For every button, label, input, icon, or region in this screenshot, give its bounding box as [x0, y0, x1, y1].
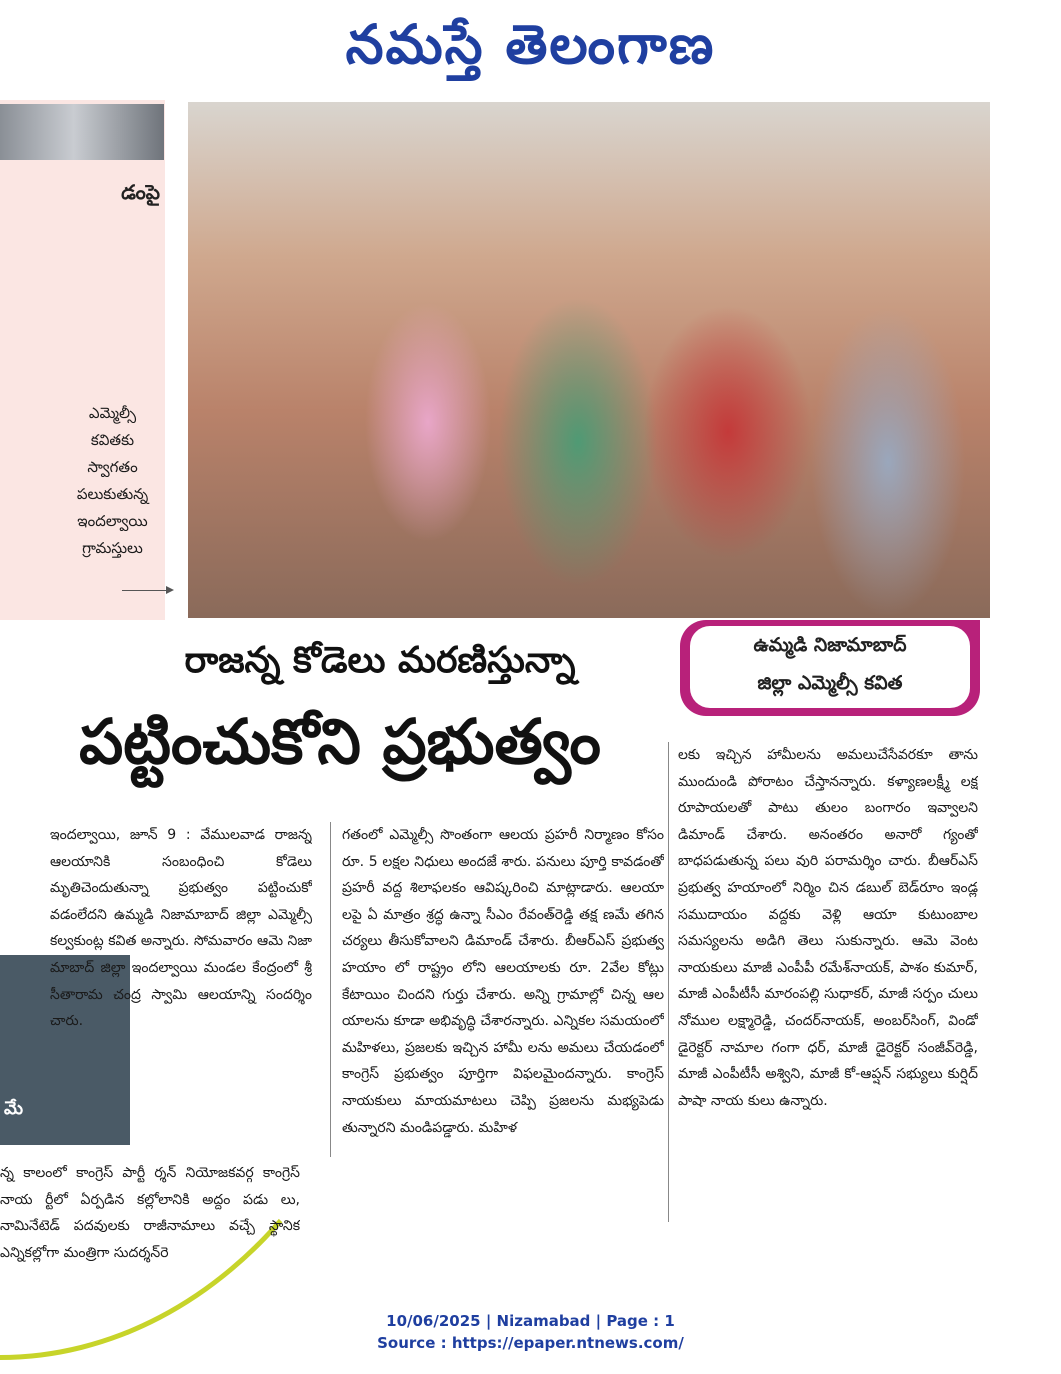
- left-article-photo: [0, 104, 164, 160]
- caption-line: పలుకుతున్న: [76, 485, 149, 503]
- caption-line: గ్రామస్తులు: [82, 539, 143, 557]
- badge-line-2: జిల్లా ఎమ్మెల్సీ కవిత: [757, 672, 903, 694]
- article-column-2: గతంలో ఎమ్మెల్సీ సొంతంగా ఆలయ ప్రహరీ నిర్మాణం కోసం రూ. 5 లక్షల నిధులు అందజే శారు. పనులు పూర్తి కావడంతో ప్రహరీ వద్ద శిలాఫలకం ఆవిష్కరించి మాట్లాడారు. ఆలయా లపై ఏ మాత్రం శ్రద్ధ ఉన్నా సీఎం రేవంత్‌రెడ్డి తక్ష ణమే తగిన చర్యలు తీసుకోవాలని డిమాండ్ చేశారు. బీఆర్‌ఎస్ ప్రభుత్వ హయాం లో రాష్ట్రం లోని ఆలయాలకు రూ. 2వేల కోట్లు కేటాయిం చిందని గుర్తు చేశారు. అన్ని గ్రామాల్లో చిన్న ఆల యాలను కూడా అభివృద్ధి చేశారన్నారు. ఎన్నికల సమయంలో మహిళలు, ప్రజలకు ఇచ్చిన హామీ లను అమలు చేయడంలో కాంగ్రెస్ ప్రభుత్వం పూర్తిగా విఫలమైందన్నారు. కాంగ్రెస్ నాయకులు మాయమాటలు చెప్పి ప్రజలను మభ్యపెడు తున్నారని మండిపడ్డారు. మహిళ: [342, 827, 664, 1136]
- left-article-body: న్న కాలంలో కాంగ్రెస్ పార్టీ ర్శన్ నియోజకవర్గ కాంగ్రెస్ నాయ ర్టీలో ఏర్పడిన కల్లోలానికి అద్దం పడు లు, నామినేటెడ్ పదవులకు రాజీనామాలు వచ్చే స్థానిక ఎన్నికల్లోగా మంత్రిగా సుదర్శన్‌రె: [0, 1165, 300, 1261]
- footer-source: Source : https://epaper.ntnews.com/: [377, 1334, 684, 1352]
- caption-line: కవితకు: [90, 431, 135, 449]
- caption-line: ఎమ్మెల్సీ: [88, 404, 137, 422]
- caption-line: ఇందల్వాయి: [77, 512, 148, 530]
- location-badge: [680, 620, 980, 716]
- caption-arrow-icon: [122, 590, 172, 591]
- column-divider: [668, 742, 669, 1222]
- column-divider: [330, 822, 331, 1157]
- news-photo: [188, 102, 990, 618]
- article-headline: పట్టించుకోని ప్రభుత్వం: [79, 705, 601, 778]
- footer-date-edition: 10/06/2025 | Nizamabad | Page : 1: [386, 1312, 675, 1330]
- article-kicker: రాజన్న కోడెలు మరణిస్తున్నా: [184, 640, 576, 681]
- page-footer: [0, 1310, 1061, 1354]
- masthead-title: నమస్తే తెలంగాణ: [345, 12, 716, 76]
- article-column-3: లకు ఇచ్చిన హామీలను అమలుచేసేవరకూ తాను ముందుండి పోరాటం చేస్తానన్నారు. కళ్యాణలక్ష్మీ లక్ష రూపాయలతో పాటు తులం బంగారం ఇవ్వాలని డిమాండ్ చేశారు. అనంతరం అనారో గ్యంతో బాధపడుతున్న పలు వురి పరామర్శిం చారు. బీఆర్‌ఎస్ ప్రభుత్వ హయాంలో నిర్మిం చిన డబుల్ బెడ్‌రూం ఇండ్ల సముదాయం వద్దకు వెళ్లి ఆయా కుటుంబాల సమస్యలను అడిగి తెలు సుకున్నారు. ఆమె వెంట నాయకులు మాజీ ఎంపీపీ రమేశ్‌నాయక్, పాశం కుమార్, మాజీ ఎంపీటీసీ మారంపల్లి సుధాకర్, మాజీ సర్పం చులు నోముల లక్ష్మారెడ్డి, చందర్‌నాయక్, అంబర్‌సింగ్, విండో డైరెక్టర్ నామాల గంగా ధర్, మాజీ డైరెక్టర్ సంజీవ్‌రెడ్డి, మాజీ ఎంపీటీసీ అశ్విని, మాజీ కో-ఆప్షన్ సభ్యులు కుర్షిద్ పాషా నాయ కులు ఉన్నారు.: [678, 747, 978, 1109]
- badge-inner: [690, 626, 970, 708]
- caption-line: స్వాగతం: [87, 458, 138, 476]
- left-article-headline: డంపై: [121, 180, 160, 204]
- badge-line-1: ఉమ్మడి నిజామాబాద్: [753, 634, 907, 656]
- article-column-1: ఇందల్వాయి, జూన్ 9 : వేములవాడ రాజన్న ఆలయానికి సంబంధించి కోడెలు మృతిచెందుతున్నా ప్రభుత్వం పట్టించుకో వడంలేదని ఉమ్మడి నిజామాబాద్ జిల్లా ఎమ్మెల్సీ కల్వకుంట్ల కవిత అన్నారు. సోమవారం ఆమె నిజా మాబాద్ జిల్లా ఇందల్వాయి మండల కేంద్రంలో శ్రీ సీతారామ చంద్ర స్వామి ఆలయాన్ని సందర్శిం చారు.: [50, 827, 312, 1030]
- left-article-band-text: మే: [4, 1098, 24, 1119]
- photo-caption: [50, 400, 175, 562]
